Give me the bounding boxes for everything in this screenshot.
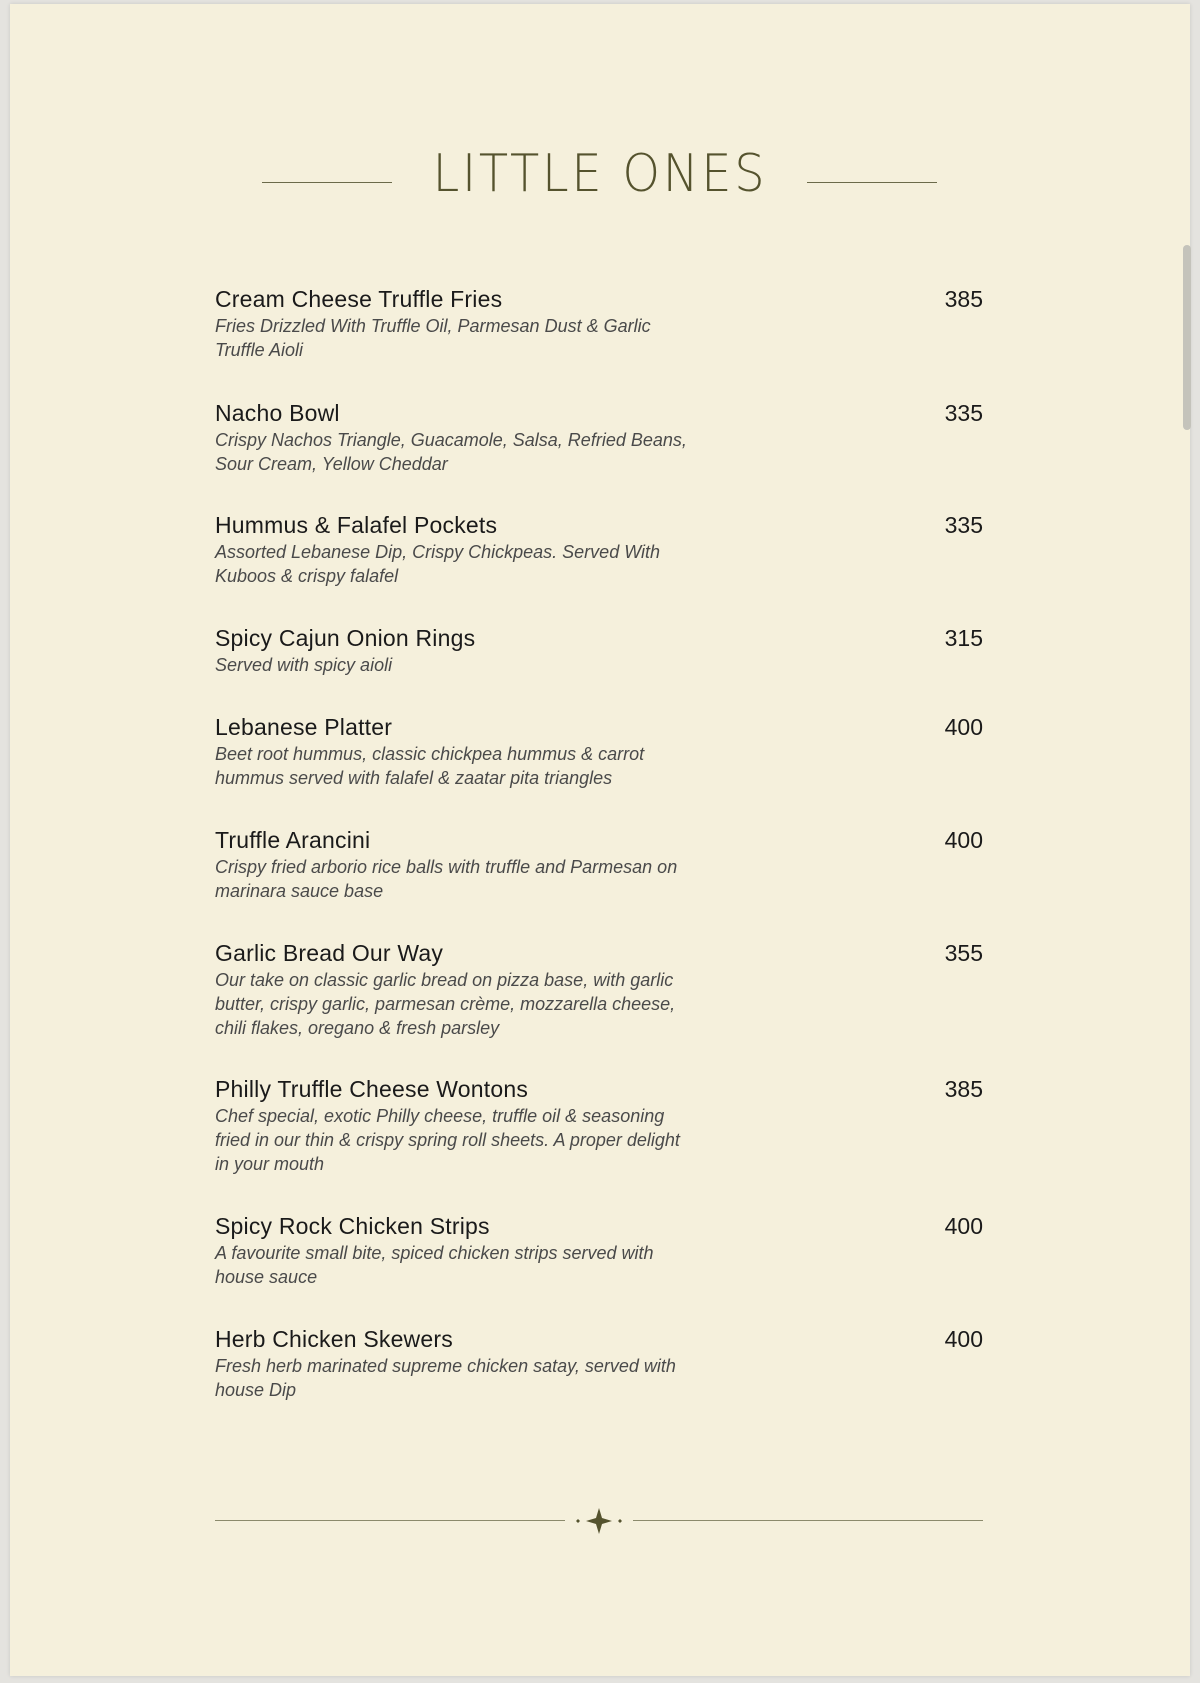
- section-header: [0, 140, 1200, 220]
- menu-item-description: Served with spicy aioli: [215, 655, 393, 675]
- menu-item-price: 400: [944, 714, 983, 740]
- menu-item: [215, 510, 983, 588]
- menu-item-description: Beet root hummus, classic chickpea hummus & carrot hummus served with falafel & zaatar pita triangles: [215, 744, 645, 788]
- menu-item-price: 385: [944, 286, 983, 312]
- menu-item-name: Garlic Bread Our Way: [215, 940, 444, 966]
- menu-item: [215, 398, 983, 476]
- menu-item-description: Fries Drizzled With Truffle Oil, Parmesan Dust & Garlic Truffle Aioli: [215, 316, 651, 360]
- menu-item-price: 335: [944, 512, 983, 538]
- menu-item: [215, 1324, 983, 1402]
- menu-item-price: 400: [944, 1326, 983, 1352]
- title-rule-left: [262, 182, 392, 183]
- menu-item-name: Herb Chicken Skewers: [215, 1326, 453, 1352]
- scrollbar-thumb[interactable]: [1183, 245, 1191, 430]
- menu-item-name: Philly Truffle Cheese Wontons: [215, 1076, 529, 1102]
- menu-item: [215, 1211, 983, 1289]
- menu-item-price: 335: [944, 400, 983, 426]
- menu-item-price: 400: [944, 1213, 983, 1239]
- four-point-star-icon: [569, 1506, 629, 1536]
- menu-item: [215, 712, 983, 790]
- menu-item-description: Our take on classic garlic bread on pizza base, with garlic butter, crispy garlic, parmesan crème, mozzarella cheese, chili flakes, oregano & fresh parsley: [215, 970, 676, 1038]
- menu-item-name: Cream Cheese Truffle Fries: [215, 286, 503, 312]
- menu-item: [215, 1074, 983, 1176]
- menu-item-name: Truffle Arancini: [215, 827, 371, 853]
- menu-item-description: A favourite small bite, spiced chicken strips served with house sauce: [215, 1243, 654, 1287]
- title-rule-right: [807, 182, 937, 183]
- menu-item: [215, 284, 983, 362]
- divider-rule-right: [633, 1520, 983, 1521]
- menu-item-name: Hummus & Falafel Pockets: [215, 512, 498, 538]
- menu-item-description: Chef special, exotic Philly cheese, truffle oil & seasoning fried in our thin & crispy spring roll sheets. A proper delight in your mouth: [215, 1106, 680, 1174]
- menu-item-name: Lebanese Platter: [215, 714, 393, 740]
- menu-item: [215, 623, 983, 677]
- menu-item-name: Nacho Bowl: [215, 400, 340, 426]
- menu-item-price: 355: [944, 940, 983, 966]
- footer-divider: [215, 1506, 983, 1536]
- menu-item: [215, 825, 983, 903]
- menu-item-name: Spicy Rock Chicken Strips: [215, 1213, 490, 1239]
- menu-item-price: 315: [944, 625, 983, 651]
- menu-item-price: 385: [944, 1076, 983, 1102]
- menu-item-description: Crispy Nachos Triangle, Guacamole, Salsa, Refried Beans, Sour Cream, Yellow Cheddar: [215, 430, 687, 474]
- menu-item: [215, 938, 983, 1040]
- menu-item-description: Fresh herb marinated supreme chicken satay, served with house Dip: [215, 1356, 676, 1400]
- section-title: LITTLE ONES: [432, 144, 768, 204]
- menu-item-description: Assorted Lebanese Dip, Crispy Chickpeas. Served With Kuboos & crispy falafel: [215, 542, 661, 586]
- menu-item-price: 400: [944, 827, 983, 853]
- divider-rule-left: [215, 1520, 565, 1521]
- menu-item-description: Crispy fried arborio rice balls with truffle and Parmesan on marinara sauce base: [215, 857, 678, 901]
- menu-item-name: Spicy Cajun Onion Rings: [215, 625, 476, 651]
